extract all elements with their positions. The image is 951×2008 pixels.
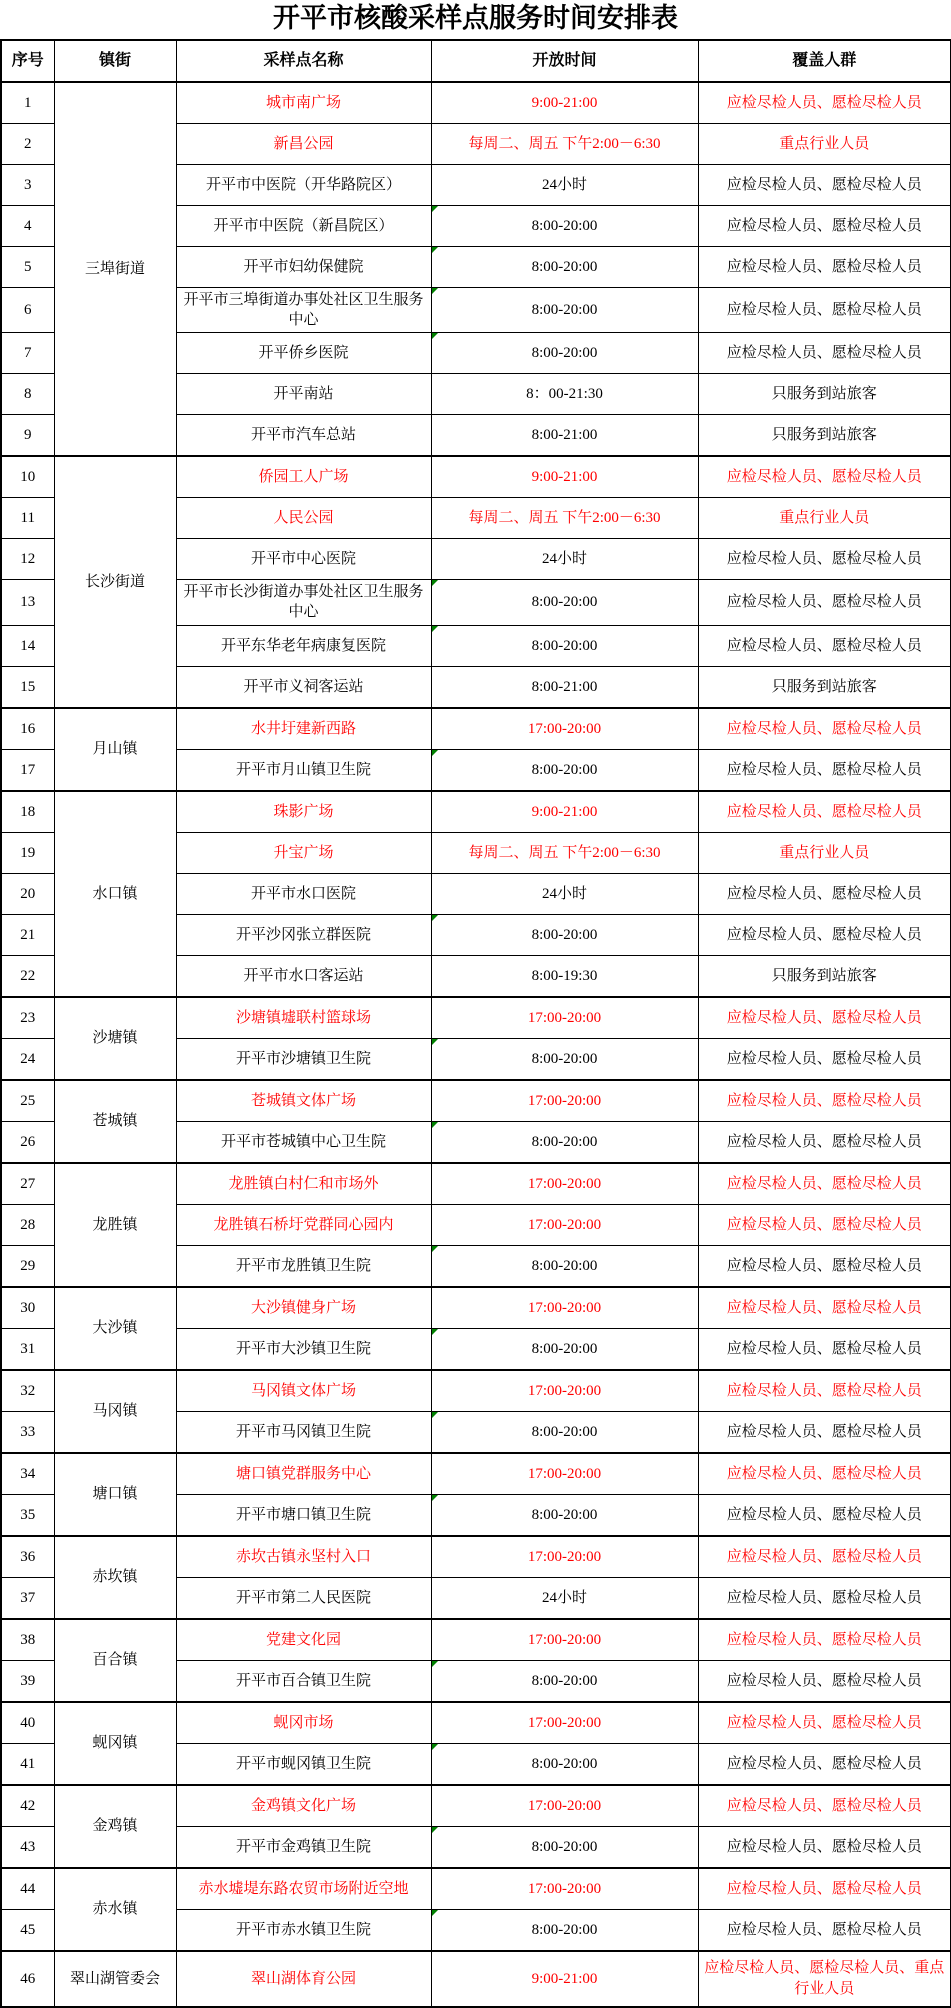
open-time-text: 17:00-20:00 xyxy=(527,1880,602,1897)
open-time-text: 8:00-21:00 xyxy=(531,678,598,695)
site-name-cell: 开平市水口客运站 xyxy=(176,955,431,997)
coverage-cell: 应检尽检人员、愿检尽检人员 xyxy=(698,1619,951,1661)
site-name-cell: 开平市水口医院 xyxy=(176,873,431,914)
open-time-cell xyxy=(431,580,698,626)
site-name-cell: 开平市义祠客运站 xyxy=(176,666,431,708)
coverage-cell: 应检尽检人员、愿检尽检人员 xyxy=(698,1080,951,1122)
table-row xyxy=(1,456,951,498)
site-name-cell: 沙塘镇墟联村篮球场 xyxy=(176,997,431,1039)
open-time-text: 8:00-20:00 xyxy=(531,345,598,362)
open-time-cell xyxy=(431,1245,698,1287)
serial-number-cell: 19 xyxy=(1,832,54,873)
open-time-cell xyxy=(431,246,698,287)
open-time-text: 8：00-21:30 xyxy=(526,386,603,403)
serial-number-cell: 30 xyxy=(1,1287,54,1329)
serial-number-cell: 18 xyxy=(1,791,54,833)
open-time-cell xyxy=(431,498,698,539)
site-name-cell: 开平市第二人民医院 xyxy=(176,1577,431,1619)
site-name-cell: 开平市三埠街道办事处社区卫生服务中心 xyxy=(176,287,431,333)
serial-number-cell: 38 xyxy=(1,1619,54,1661)
open-time-cell xyxy=(431,749,698,791)
coverage-cell: 应检尽检人员、愿检尽检人员 xyxy=(698,1287,951,1329)
site-name-cell: 开平侨乡医院 xyxy=(176,333,431,374)
serial-number-cell: 33 xyxy=(1,1411,54,1453)
open-time-text: 8:00-20:00 xyxy=(531,1838,598,1855)
coverage-cell: 应检尽检人员、愿检尽检人员 xyxy=(698,1826,951,1868)
open-time-cell xyxy=(431,1494,698,1536)
coverage-cell: 重点行业人员 xyxy=(698,832,951,873)
open-time-cell xyxy=(431,205,698,246)
town-cell: 赤水镇 xyxy=(54,1868,176,1951)
coverage-cell: 应检尽检人员、愿检尽检人员 xyxy=(698,580,951,626)
open-time-cell xyxy=(431,123,698,164)
open-time-cell xyxy=(431,1121,698,1163)
site-name-cell: 开平市月山镇卫生院 xyxy=(176,749,431,791)
coverage-cell: 只服务到站旅客 xyxy=(698,955,951,997)
open-time-cell xyxy=(431,287,698,333)
site-name-cell: 开平市中医院（开华路院区） xyxy=(176,164,431,205)
coverage-cell: 重点行业人员 xyxy=(698,498,951,539)
open-time-text: 8:00-20:00 xyxy=(531,761,598,778)
open-time-text: 24小时 xyxy=(541,551,587,568)
site-name-cell: 开平市龙胜镇卫生院 xyxy=(176,1245,431,1287)
serial-number-cell: 45 xyxy=(1,1909,54,1951)
schedule-table-body xyxy=(1,82,951,2007)
coverage-cell: 应检尽检人员、愿检尽检人员 xyxy=(698,1121,951,1163)
site-name-cell: 开平东华老年病康复医院 xyxy=(176,625,431,666)
open-time-cell xyxy=(431,1868,698,1910)
open-time-cell xyxy=(431,1743,698,1785)
open-time-text: 9:00-21:00 xyxy=(531,1970,598,1987)
open-time-text: 8:00-20:00 xyxy=(531,1506,598,1523)
serial-number-cell: 23 xyxy=(1,997,54,1039)
open-time-text: 17:00-20:00 xyxy=(527,1009,602,1026)
site-name-cell: 开平市百合镇卫生院 xyxy=(176,1660,431,1702)
open-time-cell xyxy=(431,82,698,124)
header-row xyxy=(1,40,951,82)
coverage-cell: 应检尽检人员、愿检尽检人员 xyxy=(698,749,951,791)
open-time-cell xyxy=(431,1619,698,1661)
coverage-cell: 应检尽检人员、愿检尽检人员 xyxy=(698,1038,951,1080)
open-time-text: 17:00-20:00 xyxy=(527,1631,602,1648)
coverage-cell: 应检尽检人员、愿检尽检人员 xyxy=(698,1577,951,1619)
coverage-cell: 应检尽检人员、愿检尽检人员 xyxy=(698,333,951,374)
open-time-cell xyxy=(431,873,698,914)
serial-number-cell: 31 xyxy=(1,1328,54,1370)
open-time-text: 8:00-20:00 xyxy=(531,1257,598,1274)
open-time-text: 17:00-20:00 xyxy=(527,1299,602,1316)
coverage-cell: 应检尽检人员、愿检尽检人员 xyxy=(698,1785,951,1827)
coverage-cell: 应检尽检人员、愿检尽检人员 xyxy=(698,1494,951,1536)
town-cell: 沙塘镇 xyxy=(54,997,176,1080)
open-time-cell xyxy=(431,1163,698,1205)
open-time-text: 17:00-20:00 xyxy=(527,1216,602,1233)
site-name-cell: 侨园工人广场 xyxy=(176,456,431,498)
cell-error-triangle-icon xyxy=(432,1827,438,1833)
serial-number-cell: 16 xyxy=(1,708,54,750)
serial-number-cell: 2 xyxy=(1,123,54,164)
serial-number-cell: 27 xyxy=(1,1163,54,1205)
open-time-text: 24小时 xyxy=(541,1589,587,1606)
table-row xyxy=(1,791,951,833)
table-row xyxy=(1,1287,951,1329)
coverage-cell: 应检尽检人员、愿检尽检人员 xyxy=(698,246,951,287)
cell-error-triangle-icon xyxy=(432,288,438,294)
site-name-cell: 开平南站 xyxy=(176,374,431,415)
serial-number-cell: 13 xyxy=(1,580,54,626)
table-header xyxy=(1,40,951,82)
serial-number-cell: 7 xyxy=(1,333,54,374)
cell-error-triangle-icon xyxy=(432,333,438,339)
town-cell: 赤坎镇 xyxy=(54,1536,176,1619)
open-time-cell xyxy=(431,1577,698,1619)
coverage-cell: 应检尽检人员、愿检尽检人员 xyxy=(698,1453,951,1495)
site-name-cell: 翠山湖体育公园 xyxy=(176,1951,431,2007)
coverage-cell: 应检尽检人员、愿检尽检人员 xyxy=(698,914,951,955)
site-name-cell: 赤坎古镇永坚村入口 xyxy=(176,1536,431,1578)
cell-error-triangle-icon xyxy=(432,247,438,253)
open-time-text: 8:00-20:00 xyxy=(531,1672,598,1689)
town-cell: 蚬冈镇 xyxy=(54,1702,176,1785)
coverage-cell: 应检尽检人员、愿检尽检人员 xyxy=(698,1328,951,1370)
open-time-cell xyxy=(431,1826,698,1868)
serial-number-cell: 36 xyxy=(1,1536,54,1578)
table-row xyxy=(1,1702,951,1744)
open-time-cell xyxy=(431,1785,698,1827)
open-time-cell xyxy=(431,1080,698,1122)
town-cell: 马冈镇 xyxy=(54,1370,176,1453)
site-name-cell: 开平市中医院（新昌院区） xyxy=(176,205,431,246)
serial-number-cell: 43 xyxy=(1,1826,54,1868)
serial-number-cell: 12 xyxy=(1,539,54,580)
table-row xyxy=(1,1536,951,1578)
table-row xyxy=(1,1370,951,1412)
site-name-cell: 开平市妇幼保健院 xyxy=(176,246,431,287)
open-time-text: 8:00-20:00 xyxy=(531,1755,598,1772)
site-name-cell: 新昌公园 xyxy=(176,123,431,164)
serial-number-cell: 26 xyxy=(1,1121,54,1163)
cell-error-triangle-icon xyxy=(432,580,438,586)
serial-number-cell: 32 xyxy=(1,1370,54,1412)
coverage-cell: 应检尽检人员、愿检尽检人员 xyxy=(698,539,951,580)
open-time-cell xyxy=(431,1702,698,1744)
open-time-text: 每周二、周五 下午2:00－6:30 xyxy=(468,510,661,527)
open-time-text: 17:00-20:00 xyxy=(527,1714,602,1731)
open-time-text: 17:00-20:00 xyxy=(527,1092,602,1109)
site-name-cell: 水井圩建新西路 xyxy=(176,708,431,750)
serial-number-cell: 4 xyxy=(1,205,54,246)
open-time-cell xyxy=(431,1370,698,1412)
coverage-cell: 应检尽检人员、愿检尽检人员 xyxy=(698,1204,951,1245)
serial-number-cell: 39 xyxy=(1,1660,54,1702)
sampling-schedule-table xyxy=(0,39,951,2008)
town-cell: 长沙街道 xyxy=(54,456,176,708)
site-name-cell: 人民公园 xyxy=(176,498,431,539)
site-name-cell: 开平沙冈张立群医院 xyxy=(176,914,431,955)
table-row xyxy=(1,1080,951,1122)
serial-number-cell: 20 xyxy=(1,873,54,914)
cell-error-triangle-icon xyxy=(432,206,438,212)
table-row xyxy=(1,1785,951,1827)
serial-number-cell: 42 xyxy=(1,1785,54,1827)
serial-number-cell: 35 xyxy=(1,1494,54,1536)
open-time-text: 每周二、周五 下午2:00－6:30 xyxy=(468,844,661,861)
open-time-cell xyxy=(431,1453,698,1495)
header-coverage: 覆盖人群 xyxy=(698,40,951,82)
site-name-cell: 开平市金鸡镇卫生院 xyxy=(176,1826,431,1868)
site-name-cell: 龙胜镇石桥圩党群同心园内 xyxy=(176,1204,431,1245)
coverage-cell: 应检尽检人员、愿检尽检人员 xyxy=(698,1163,951,1205)
open-time-cell xyxy=(431,1909,698,1951)
serial-number-cell: 40 xyxy=(1,1702,54,1744)
cell-error-triangle-icon xyxy=(432,1039,438,1045)
open-time-cell xyxy=(431,1038,698,1080)
serial-number-cell: 44 xyxy=(1,1868,54,1910)
serial-number-cell: 21 xyxy=(1,914,54,955)
open-time-text: 17:00-20:00 xyxy=(527,720,602,737)
site-name-cell: 开平市汽车总站 xyxy=(176,415,431,457)
open-time-text: 8:00-20:00 xyxy=(531,217,598,234)
coverage-cell: 只服务到站旅客 xyxy=(698,415,951,457)
open-time-text: 17:00-20:00 xyxy=(527,1797,602,1814)
town-cell: 翠山湖管委会 xyxy=(54,1951,176,2007)
open-time-cell xyxy=(431,832,698,873)
site-name-cell: 党建文化园 xyxy=(176,1619,431,1661)
open-time-cell xyxy=(431,1951,698,2007)
serial-number-cell: 24 xyxy=(1,1038,54,1080)
coverage-cell: 应检尽检人员、愿检尽检人员 xyxy=(698,1536,951,1578)
cell-error-triangle-icon xyxy=(432,1661,438,1667)
serial-number-cell: 5 xyxy=(1,246,54,287)
town-cell: 大沙镇 xyxy=(54,1287,176,1370)
cell-error-triangle-icon xyxy=(432,1122,438,1128)
site-name-cell: 苍城镇文体广场 xyxy=(176,1080,431,1122)
open-time-text: 17:00-20:00 xyxy=(527,1548,602,1565)
open-time-text: 9:00-21:00 xyxy=(531,803,598,820)
coverage-cell: 应检尽检人员、愿检尽检人员 xyxy=(698,1743,951,1785)
coverage-cell: 应检尽检人员、愿检尽检人员 xyxy=(698,1411,951,1453)
coverage-cell: 应检尽检人员、愿检尽检人员 xyxy=(698,164,951,205)
open-time-cell xyxy=(431,333,698,374)
coverage-cell: 应检尽检人员、愿检尽检人员 xyxy=(698,625,951,666)
serial-number-cell: 9 xyxy=(1,415,54,457)
coverage-cell: 应检尽检人员、愿检尽检人员 xyxy=(698,1370,951,1412)
site-name-cell: 开平市长沙街道办事处社区卫生服务中心 xyxy=(176,580,431,626)
cell-error-triangle-icon xyxy=(432,1246,438,1252)
cell-error-triangle-icon xyxy=(432,1495,438,1501)
open-time-text: 8:00-20:00 xyxy=(531,258,598,275)
site-name-cell: 开平市大沙镇卫生院 xyxy=(176,1328,431,1370)
open-time-cell xyxy=(431,1660,698,1702)
open-time-text: 17:00-20:00 xyxy=(527,1465,602,1482)
site-name-cell: 龙胜镇白村仁和市场外 xyxy=(176,1163,431,1205)
site-name-cell: 大沙镇健身广场 xyxy=(176,1287,431,1329)
serial-number-cell: 8 xyxy=(1,374,54,415)
cell-error-triangle-icon xyxy=(432,915,438,921)
coverage-cell: 应检尽检人员、愿检尽检人员 xyxy=(698,873,951,914)
open-time-cell xyxy=(431,1204,698,1245)
site-name-cell: 升宝广场 xyxy=(176,832,431,873)
cell-error-triangle-icon xyxy=(432,1329,438,1335)
table-row xyxy=(1,82,951,124)
coverage-cell: 应检尽检人员、愿检尽检人员 xyxy=(698,205,951,246)
coverage-cell: 重点行业人员 xyxy=(698,123,951,164)
town-cell: 三埠街道 xyxy=(54,82,176,457)
cell-error-triangle-icon xyxy=(432,1910,438,1916)
header-town: 镇街 xyxy=(54,40,176,82)
site-name-cell: 开平市沙塘镇卫生院 xyxy=(176,1038,431,1080)
site-name-cell: 塘口镇党群服务中心 xyxy=(176,1453,431,1495)
open-time-text: 9:00-21:00 xyxy=(531,469,598,486)
serial-number-cell: 15 xyxy=(1,666,54,708)
open-time-cell xyxy=(431,708,698,750)
town-cell: 塘口镇 xyxy=(54,1453,176,1536)
table-row xyxy=(1,1619,951,1661)
open-time-text: 8:00-20:00 xyxy=(531,1921,598,1938)
serial-number-cell: 11 xyxy=(1,498,54,539)
serial-number-cell: 1 xyxy=(1,82,54,124)
coverage-cell: 应检尽检人员、愿检尽检人员 xyxy=(698,456,951,498)
serial-number-cell: 41 xyxy=(1,1743,54,1785)
open-time-text: 每周二、周五 下午2:00－6:30 xyxy=(468,135,661,152)
open-time-text: 8:00-20:00 xyxy=(531,1133,598,1150)
open-time-cell xyxy=(431,539,698,580)
coverage-cell: 应检尽检人员、愿检尽检人员 xyxy=(698,1660,951,1702)
open-time-text: 24小时 xyxy=(541,176,587,193)
serial-number-cell: 3 xyxy=(1,164,54,205)
open-time-text: 8:00-20:00 xyxy=(531,301,598,318)
town-cell: 月山镇 xyxy=(54,708,176,791)
site-name-cell: 金鸡镇文化广场 xyxy=(176,1785,431,1827)
open-time-cell xyxy=(431,164,698,205)
open-time-text: 8:00-20:00 xyxy=(531,926,598,943)
site-name-cell: 赤水墟堤东路农贸市场附近空地 xyxy=(176,1868,431,1910)
open-time-cell xyxy=(431,1287,698,1329)
coverage-cell: 应检尽检人员、愿检尽检人员 xyxy=(698,1868,951,1910)
town-cell: 龙胜镇 xyxy=(54,1163,176,1287)
table-row xyxy=(1,708,951,750)
coverage-cell: 只服务到站旅客 xyxy=(698,666,951,708)
coverage-cell: 应检尽检人员、愿检尽检人员 xyxy=(698,791,951,833)
open-time-cell xyxy=(431,997,698,1039)
coverage-cell: 应检尽检人员、愿检尽检人员 xyxy=(698,708,951,750)
site-name-cell: 马冈镇文体广场 xyxy=(176,1370,431,1412)
header-site-name: 采样点名称 xyxy=(176,40,431,82)
serial-number-cell: 6 xyxy=(1,287,54,333)
open-time-text: 9:00-21:00 xyxy=(531,94,598,111)
coverage-cell: 只服务到站旅客 xyxy=(698,374,951,415)
site-name-cell: 开平市塘口镇卫生院 xyxy=(176,1494,431,1536)
coverage-cell: 应检尽检人员、愿检尽检人员 xyxy=(698,287,951,333)
open-time-cell xyxy=(431,955,698,997)
table-row xyxy=(1,1163,951,1205)
site-name-cell: 开平市苍城镇中心卫生院 xyxy=(176,1121,431,1163)
coverage-cell: 应检尽检人员、愿检尽检人员 xyxy=(698,1909,951,1951)
coverage-cell: 应检尽检人员、愿检尽检人员 xyxy=(698,997,951,1039)
open-time-text: 24小时 xyxy=(541,885,587,902)
table-row xyxy=(1,1868,951,1910)
town-cell: 水口镇 xyxy=(54,791,176,997)
serial-number-cell: 34 xyxy=(1,1453,54,1495)
cell-error-triangle-icon xyxy=(432,1744,438,1750)
site-name-cell: 城市南广场 xyxy=(176,82,431,124)
town-cell: 苍城镇 xyxy=(54,1080,176,1163)
open-time-cell xyxy=(431,1536,698,1578)
cell-error-triangle-icon xyxy=(432,750,438,756)
serial-number-cell: 28 xyxy=(1,1204,54,1245)
site-name-cell: 开平市赤水镇卫生院 xyxy=(176,1909,431,1951)
site-name-cell: 蚬冈市场 xyxy=(176,1702,431,1744)
serial-number-cell: 37 xyxy=(1,1577,54,1619)
coverage-cell: 应检尽检人员、愿检尽检人员 xyxy=(698,1245,951,1287)
serial-number-cell: 46 xyxy=(1,1951,54,2007)
table-row xyxy=(1,997,951,1039)
coverage-cell: 应检尽检人员、愿检尽检人员 xyxy=(698,82,951,124)
open-time-text: 8:00-20:00 xyxy=(531,594,598,611)
open-time-cell xyxy=(431,415,698,457)
table-row xyxy=(1,1951,951,2007)
open-time-cell xyxy=(431,1411,698,1453)
serial-number-cell: 17 xyxy=(1,749,54,791)
site-name-cell: 珠影广场 xyxy=(176,791,431,833)
page-title: 开平市核酸采样点服务时间安排表 xyxy=(273,3,678,33)
cell-error-triangle-icon xyxy=(432,626,438,632)
open-time-text: 8:00-19:30 xyxy=(531,967,598,984)
open-time-cell xyxy=(431,791,698,833)
open-time-text: 8:00-20:00 xyxy=(531,637,598,654)
site-name-cell: 开平市马冈镇卫生院 xyxy=(176,1411,431,1453)
table-row xyxy=(1,1453,951,1495)
coverage-cell: 应检尽检人员、愿检尽检人员、重点行业人员 xyxy=(698,1951,951,2007)
open-time-cell xyxy=(431,666,698,708)
town-cell: 金鸡镇 xyxy=(54,1785,176,1868)
open-time-text: 8:00-21:00 xyxy=(531,427,598,444)
serial-number-cell: 25 xyxy=(1,1080,54,1122)
serial-number-cell: 29 xyxy=(1,1245,54,1287)
site-name-cell: 开平市中心医院 xyxy=(176,539,431,580)
town-cell: 百合镇 xyxy=(54,1619,176,1702)
open-time-cell xyxy=(431,374,698,415)
open-time-cell xyxy=(431,914,698,955)
serial-number-cell: 22 xyxy=(1,955,54,997)
open-time-text: 17:00-20:00 xyxy=(527,1175,602,1192)
open-time-text: 8:00-20:00 xyxy=(531,1423,598,1440)
open-time-cell xyxy=(431,456,698,498)
serial-number-cell: 10 xyxy=(1,456,54,498)
header-serial-number: 序号 xyxy=(1,40,54,82)
open-time-cell xyxy=(431,625,698,666)
open-time-text: 17:00-20:00 xyxy=(527,1382,602,1399)
serial-number-cell: 14 xyxy=(1,625,54,666)
open-time-text: 8:00-20:00 xyxy=(531,1340,598,1357)
header-open-time: 开放时间 xyxy=(431,40,698,82)
open-time-text: 8:00-20:00 xyxy=(531,1050,598,1067)
coverage-cell: 应检尽检人员、愿检尽检人员 xyxy=(698,1702,951,1744)
site-name-cell: 开平市蚬冈镇卫生院 xyxy=(176,1743,431,1785)
cell-error-triangle-icon xyxy=(432,1412,438,1418)
open-time-cell xyxy=(431,1328,698,1370)
